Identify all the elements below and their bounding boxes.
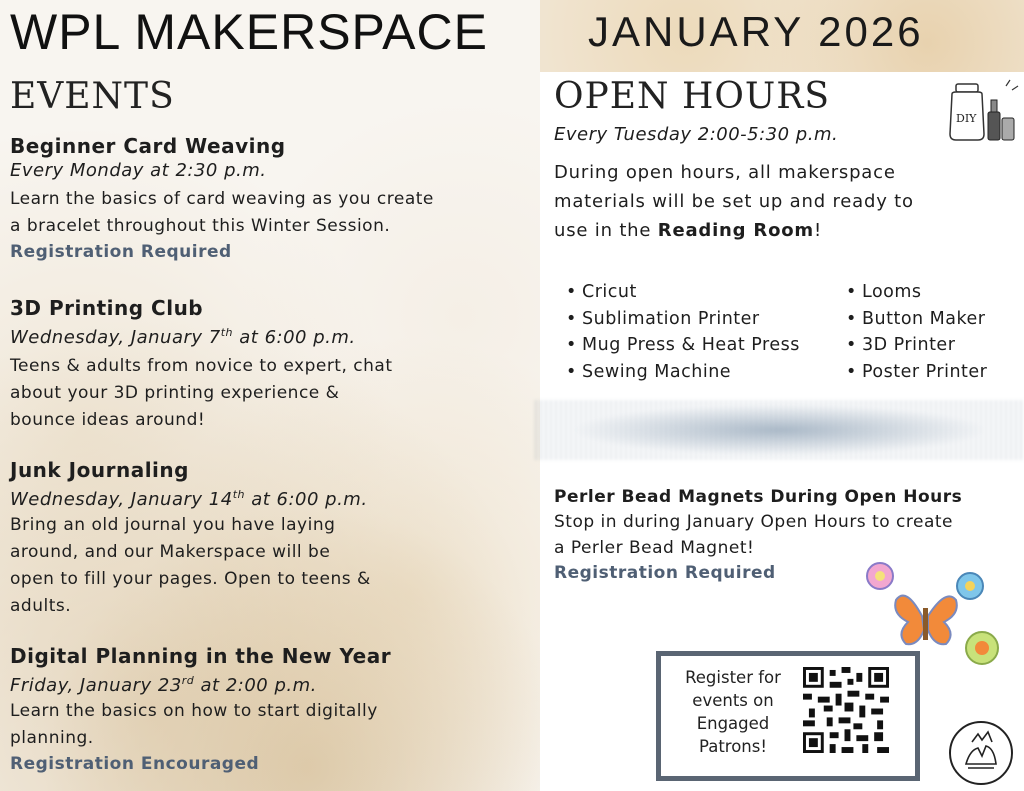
reading-room-label: Reading Room	[657, 220, 814, 241]
list-item: • Mug Press & Heat Press	[560, 332, 800, 359]
event-description: Teens & adults from novice to expert, chat about your 3D printing experience & bounce ideas around!	[10, 356, 393, 430]
masthead-title: WPL MAKERSPACE	[10, 4, 488, 60]
equipment-list-left	[560, 279, 800, 385]
library-logo-icon	[948, 720, 1014, 786]
event-title: 3D Printing Club	[10, 296, 204, 320]
event-time: Wednesday, January 14th at 6:00 p.m.	[10, 488, 368, 510]
event-time: Wednesday, January 7th at 6:00 p.m.	[10, 326, 356, 348]
list-item: • Sublimation Printer	[560, 306, 800, 333]
event-junk-journaling	[10, 457, 530, 620]
open-hours-description: During open hours, all makerspace materials will be set up and ready to use in the Reading Room!	[554, 162, 914, 241]
open-hours-heading: OPEN HOURS	[554, 76, 830, 117]
register-text: Register for events on Engaged Patrons!	[685, 668, 781, 756]
event-3d-printing-club	[10, 295, 530, 434]
event-card-weaving	[10, 133, 530, 264]
blue-flower-bead-icon	[957, 573, 983, 599]
registration-note: Registration Required	[10, 242, 232, 262]
event-digital-planning	[10, 643, 530, 776]
list-item: • Sewing Machine	[560, 359, 800, 386]
event-title: Junk Journaling	[10, 458, 189, 482]
perler-title: Perler Bead Magnets During Open Hours	[554, 487, 963, 507]
open-hours-time: Every Tuesday 2:00-5:30 p.m.	[554, 124, 839, 145]
qr-code-icon[interactable]	[803, 667, 889, 753]
list-item: • Poster Printer	[840, 359, 987, 386]
list-item: • 3D Printer	[840, 332, 987, 359]
list-item: • Cricut	[560, 279, 800, 306]
list-item: • Looms	[840, 279, 987, 306]
event-time: Every Monday at 2:30 p.m.	[10, 160, 267, 181]
glitter-divider	[535, 400, 1024, 460]
month-title: JANUARY 2026	[588, 8, 924, 55]
event-title: Digital Planning in the New Year	[10, 644, 392, 668]
registration-note: Registration Encouraged	[10, 754, 260, 774]
event-description: Learn the basics of card weaving as you create a bracelet throughout this Winter Session.	[10, 189, 434, 236]
events-heading: EVENTS	[10, 76, 175, 117]
butterfly-bead-icon	[895, 596, 957, 645]
registration-note: Registration Required	[554, 563, 776, 583]
flower-bead-icon	[867, 563, 893, 589]
green-flower-bead-icon	[966, 632, 998, 664]
perler-description: Stop in during January Open Hours to create a Perler Bead Magnet!	[554, 512, 954, 558]
list-item: • Button Maker	[840, 306, 987, 333]
svg-text:DIY: DIY	[956, 112, 977, 125]
diy-jar-icon	[944, 78, 1020, 144]
event-description: Bring an old journal you have laying around, and our Makerspace will be open to fill your pages. Open to teens & adults.	[10, 515, 371, 616]
event-description: Learn the basics on how to start digitally planning.	[10, 701, 378, 748]
event-title: Beginner Card Weaving	[10, 134, 286, 158]
equipment-list-right	[840, 279, 987, 385]
event-time: Friday, January 23rd at 2:00 p.m.	[10, 674, 317, 696]
